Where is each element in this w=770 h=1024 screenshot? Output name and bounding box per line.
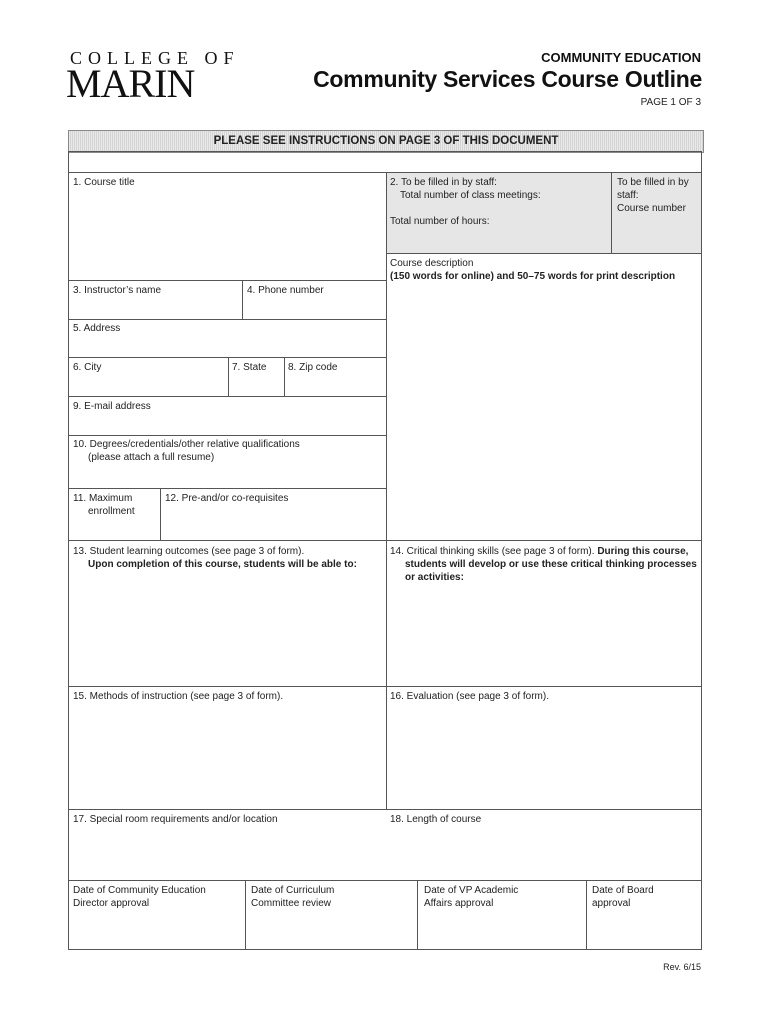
form-divider — [68, 488, 386, 489]
form-divider — [68, 435, 386, 436]
course-title-field[interactable]: 1. Course title — [73, 177, 135, 188]
form-divider — [68, 686, 702, 687]
length-of-course-field[interactable]: 18. Length of course — [390, 814, 482, 825]
form-divider — [586, 880, 587, 950]
form-divider — [228, 357, 229, 396]
learning-outcomes-field[interactable]: 13. Student learning outcomes (see page 3 of form). Upon completion of this course, students will be able to: — [73, 546, 357, 570]
form-divider — [68, 540, 702, 541]
curriculum-review-date-field[interactable]: Date of Curriculum Committee review — [251, 885, 335, 909]
degrees-field[interactable]: 10. Degrees/credentials/other relative qualifications (please attach a full resume) — [73, 439, 300, 463]
methods-of-instruction-field[interactable]: 15. Methods of instruction (see page 3 of form). — [73, 691, 284, 702]
page-title: Community Services Course Outline — [313, 66, 702, 92]
evaluation-field[interactable]: 16. Evaluation (see page 3 of form). — [390, 691, 549, 702]
department-label: COMMUNITY EDUCATION — [541, 50, 701, 65]
form-divider — [68, 357, 386, 358]
course-description-field[interactable]: Course description (150 words for online) and 50–75 words for print description — [390, 258, 676, 282]
college-logo-top: COLLEGE OF — [70, 48, 240, 68]
instructions-banner: PLEASE SEE INSTRUCTIONS ON PAGE 3 OF THIS DOCUMENT — [68, 130, 704, 153]
city-field[interactable]: 6. City — [73, 362, 102, 373]
revision-label: Rev. 6/15 — [663, 962, 701, 972]
form-divider — [160, 488, 161, 540]
form-divider — [68, 396, 386, 397]
form-divider — [386, 172, 387, 809]
prerequisites-field[interactable]: 12. Pre-and/or co-requisites — [165, 493, 289, 504]
form-divider — [386, 253, 702, 254]
critical-thinking-field[interactable]: 14. Critical thinking skills (see page 3 of form). During this course, students will develop or use these critical thinking processes or activities: — [390, 546, 697, 583]
form-divider — [284, 357, 285, 396]
form-divider — [68, 880, 702, 881]
address-field[interactable]: 5. Address — [73, 323, 121, 334]
phone-number-field[interactable]: 4. Phone number — [247, 285, 324, 296]
board-approval-date-field[interactable]: Date of Board approval — [592, 885, 654, 909]
page-number: PAGE 1 OF 3 — [640, 97, 701, 108]
form-divider — [68, 809, 702, 810]
zip-code-field[interactable]: 8. Zip code — [288, 362, 338, 373]
form-divider — [68, 319, 386, 320]
director-approval-date-field[interactable]: Date of Community Education Director approval — [73, 885, 206, 909]
vp-approval-date-field[interactable]: Date of VP Academic Affairs approval — [424, 885, 519, 909]
form-divider — [611, 172, 612, 253]
form-divider — [417, 880, 418, 950]
form-divider — [242, 280, 243, 319]
max-enrollment-field[interactable]: 11. Maximum enrollment — [73, 493, 135, 517]
instructor-name-field[interactable]: 3. Instructor’s name — [73, 285, 162, 296]
email-address-field[interactable]: 9. E-mail address — [73, 401, 151, 412]
college-logo-main: MARIN — [66, 61, 195, 106]
staff-fill-field: 2. To be filled in by staff: Total number of class meetings: Total number of hours: — [390, 177, 541, 227]
form-divider — [68, 280, 386, 281]
form-divider — [245, 880, 246, 950]
state-field[interactable]: 7. State — [232, 362, 267, 373]
room-requirements-field[interactable]: 17. Special room requirements and/or location — [73, 814, 278, 825]
course-number-field: To be filled in by staff: Course number — [617, 177, 689, 214]
